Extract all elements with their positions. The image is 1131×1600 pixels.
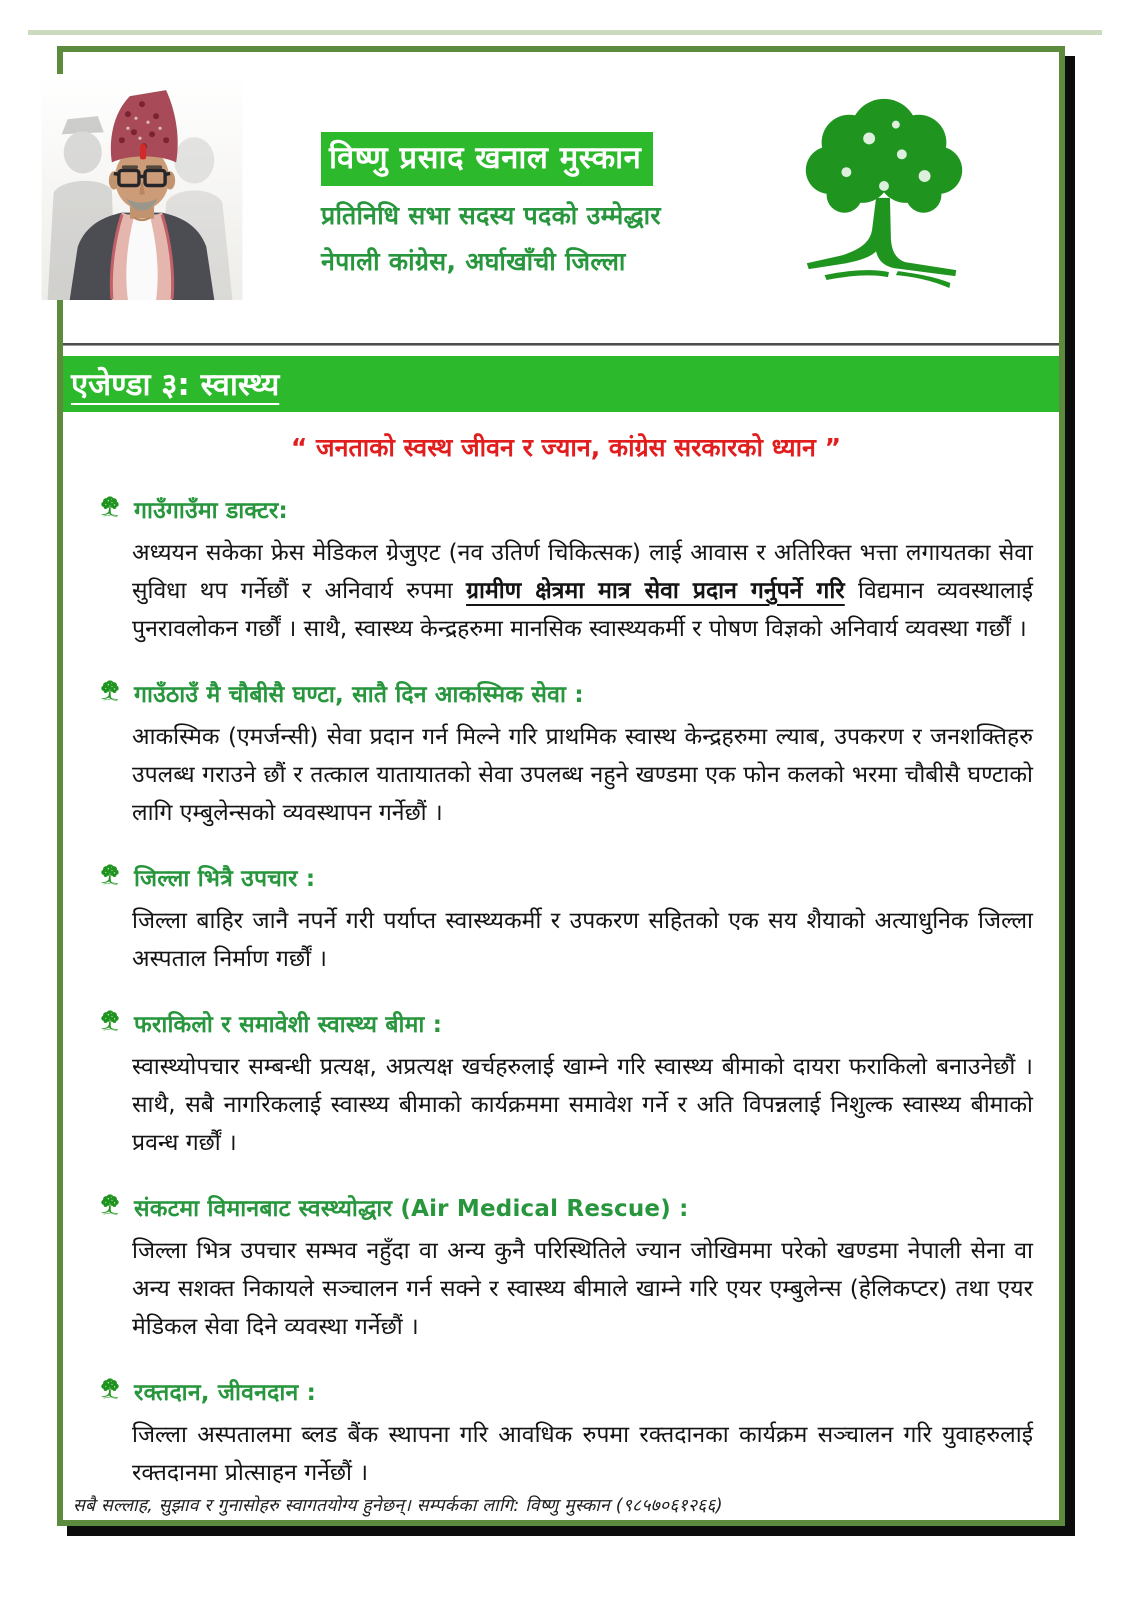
section-heading: रक्तदान, जीवनदान : <box>134 1380 317 1406</box>
tree-bullet-icon <box>99 862 121 886</box>
agenda-section-insurance <box>99 1007 1033 1162</box>
tree-bullet-icon <box>99 1008 121 1032</box>
agenda-section-air-rescue <box>99 1191 1033 1346</box>
section-heading: जिल्ला भित्रै उपचार : <box>134 866 316 892</box>
agenda-banner <box>63 356 1059 412</box>
tree-bullet-icon <box>99 678 121 702</box>
agenda-section-district-treatment <box>99 861 1033 978</box>
section-body: जिल्ला अस्पतालमा ब्लड बैंक स्थापना गरि आवधिक रुपमा रक्तदानका कार्यक्रम सञ्चालन गरि युवाहरुलाई रक्तदानमा प्रोत्साहन गर्नेछौं । <box>132 1422 1033 1486</box>
candidacy-subtitle: प्रतिनिधि सभा सदस्य पदको उम्मेद्धार <box>321 201 661 230</box>
agenda-section-doctors <box>99 493 1033 648</box>
agenda-section-emergency <box>99 677 1033 832</box>
section-heading: गाउँगाउँमा डाक्टर: <box>134 498 288 524</box>
tree-bullet-icon <box>99 1192 121 1216</box>
agenda-banner-title: एजेण्डा ३: स्वास्थ्य <box>71 367 280 403</box>
contact-footer: सबै सल्लाह, सुझाव र गुनासोहरु स्वागतयोग्य हुनेछन्। सम्पर्कका लागि: विष्णु मुस्कान (९८५७०६१२६६) <box>73 1496 723 1516</box>
tree-bullet-icon <box>99 494 121 518</box>
section-heading: गाउँठाउँ मै चौबीसै घण्टा, सातै दिन आकस्मिक सेवा : <box>134 682 584 708</box>
section-heading: संकटमा विमानबाट स्वस्थ्योद्धार (Air Medical Rescue) : <box>134 1196 689 1222</box>
body-text: अध्ययन सकेका फ्रेस मेडिकल ग्रेजुएट (नव उतिर्ण चिकित्सक) लाई आवास र अतिरिक्त भत्ता लगायतका सेवा सुविधा थप गर्नेछौं र अनिवार्य रुपमा <box>132 540 1033 604</box>
page-frame <box>57 46 1065 1526</box>
header <box>321 132 661 278</box>
section-body: जिल्ला बाहिर जानै नपर्ने गरी पर्याप्त स्वास्थ्यकर्मी र उपकरण सहितको एक सय शैयाको अत्याधुनिक जिल्ला अस्पताल निर्माण गर्छौं । <box>132 908 1033 972</box>
candidate-name: विष्णु प्रसाद खनाल मुस्कान <box>321 132 653 186</box>
slogan-quote: “ जनताको स्वस्थ जीवन र ज्यान, कांग्रेस सरकारको ध्यान ” <box>290 433 842 462</box>
agenda-section-blood-donation <box>99 1375 1033 1492</box>
party-tree-logo <box>785 80 983 292</box>
section-body: जिल्ला भित्र उपचार सम्भव नहुँदा वा अन्य कुनै परिस्थितिले ज्यान जोखिममा परेको खण्डमा नेपाली सेना वा अन्य सशक्त निकायले सञ्चालन गर्न सक्ने र स्वास्थ्य बीमाले खाम्ने गरि एयर एम्बुलेन्स (हेलिकप्टर) तथा एयर मेडिकल सेवा दिने व्यवस्था गर्नेछौं । <box>132 1238 1033 1340</box>
section-heading: फराकिलो र समावेशी स्वास्थ्य बीमा : <box>134 1012 443 1038</box>
candidate-photo <box>41 74 243 300</box>
header-divider-line <box>63 343 1059 346</box>
party-district-subtitle: नेपाली कांग्रेस, अर्घाखाँची जिल्ला <box>321 247 626 276</box>
section-body: आकस्मिक (एमर्जन्सी) सेवा प्रदान गर्न मिल्ने गरि प्राथमिक स्वास्थ केन्द्रहरुमा ल्याब, उपकरण र जनशक्तिहरु उपलब्ध गराउने छौं र तत्काल यातायातको सेवा उपलब्ध नहुने खण्डमा एक फोन कलको भरमा चौबीसै घण्टाको लागि एम्बुलेन्सको व्यवस्थापन गर्नेछौं । <box>132 724 1033 826</box>
body-text: विद्यमान व्यवस्थालाई पुनरावलोकन गर्छौं । साथै, स्वास्थ्य केन्द्रहरुमा मानसिक स्वास्थ्यकर्मी र पोषण विज्ञको अनिवार्य व्यवस्था गर्छौं । <box>132 578 1033 642</box>
section-body: स्वास्थ्योपचार सम्बन्धी प्रत्यक्ष, अप्रत्यक्ष खर्चहरुलाई खाम्ने गरि स्वास्थ्य बीमाको दायरा फराकिलो बनाउनेछौं । साथै, सबै नागरिकलाई स्वास्थ्य बीमाको कार्यक्रममा समावेश गर्ने र अति विपन्नलाई निशुल्क स्वास्थ्य बीमाको प्रवन्ध गर्छौं । <box>132 1054 1033 1156</box>
tree-bullet-icon <box>99 1376 121 1400</box>
emphasized-phrase: ग्रामीण क्षेत्रमा मात्र सेवा प्रदान गर्नुपर्ने गरि <box>466 578 845 604</box>
agenda-content <box>63 424 1059 1492</box>
page-top-edge <box>28 30 1102 35</box>
section-body <box>132 534 1033 648</box>
